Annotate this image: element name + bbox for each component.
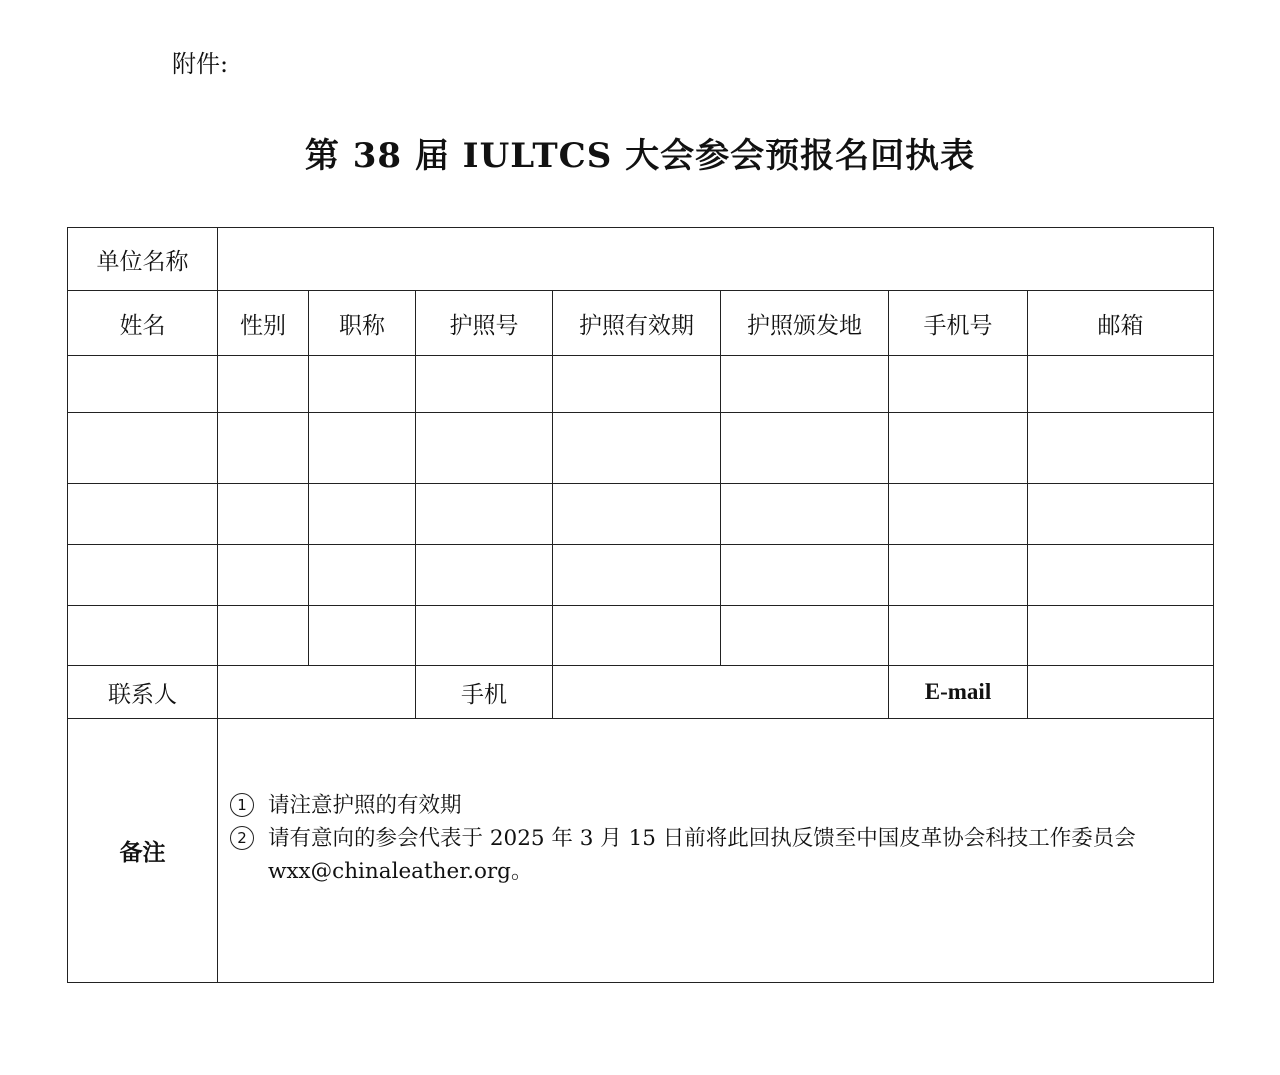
table-row [68,545,1214,606]
table-cell[interactable] [68,545,218,606]
table-cell[interactable] [1028,413,1214,484]
note-text: 请注意护照的有效期 [268,793,462,818]
note-item [230,822,1203,888]
table-cell[interactable] [218,606,309,666]
col-header-mobile: 手机号 [889,291,1028,356]
col-header-passport-issue-place: 护照颁发地 [721,291,889,356]
table-cell[interactable] [721,484,889,545]
table-cell[interactable] [721,356,889,413]
table-cell[interactable] [721,545,889,606]
table-cell[interactable] [218,356,309,413]
remarks-row [68,719,1214,983]
table-cell[interactable] [68,484,218,545]
registration-form-table [67,227,1214,983]
table-row [68,606,1214,666]
table-cell[interactable] [309,356,416,413]
table-cell[interactable] [553,413,721,484]
contact-row [68,666,1214,719]
note-text: 请有意向的参会代表于 2025 年 3 月 15 日前将此回执反馈至中国皮革协会科技工作委员会 wxx@chinaleather.org。 [268,826,1136,884]
unit-name-label: 单位名称 [68,228,218,291]
table-cell[interactable] [68,356,218,413]
table-cell[interactable] [309,413,416,484]
table-cell[interactable] [218,413,309,484]
phone-label: 手机 [416,666,553,719]
table-cell[interactable] [416,545,553,606]
note-number-badge: 2 [230,826,254,850]
table-cell[interactable] [553,356,721,413]
table-cell[interactable] [1028,356,1214,413]
table-cell[interactable] [1028,484,1214,545]
email-label: E-mail [889,666,1028,719]
header-row [68,291,1214,356]
table-row [68,484,1214,545]
contact-label: 联系人 [68,666,218,719]
table-row [68,356,1214,413]
unit-name-field[interactable] [218,228,1214,291]
table-cell[interactable] [889,413,1028,484]
table-cell[interactable] [309,545,416,606]
col-header-passport-validity: 护照有效期 [553,291,721,356]
attachment-label: 附件: [172,50,229,78]
remarks-label: 备注 [68,719,218,983]
table-cell[interactable] [218,545,309,606]
col-header-email: 邮箱 [1028,291,1214,356]
table-cell[interactable] [68,413,218,484]
table-cell[interactable] [889,545,1028,606]
table-cell[interactable] [889,606,1028,666]
table-cell[interactable] [553,484,721,545]
col-header-title: 职称 [309,291,416,356]
phone-field[interactable] [553,666,889,719]
table-cell[interactable] [721,413,889,484]
table-cell[interactable] [889,356,1028,413]
email-field[interactable] [1028,666,1214,719]
col-header-name: 姓名 [68,291,218,356]
table-cell[interactable] [309,484,416,545]
table-row [68,413,1214,484]
contact-field[interactable] [218,666,416,719]
table-cell[interactable] [721,606,889,666]
table-cell[interactable] [553,545,721,606]
table-cell[interactable] [416,484,553,545]
table-cell[interactable] [68,606,218,666]
table-cell[interactable] [1028,606,1214,666]
table-cell[interactable] [416,606,553,666]
table-cell[interactable] [889,484,1028,545]
col-header-passport-no: 护照号 [416,291,553,356]
remarks-content [218,719,1214,983]
page-title: 第 38 届 IULTCS 大会参会预报名回执表 [304,136,976,176]
note-number-badge: 1 [230,793,254,817]
table-cell[interactable] [416,356,553,413]
table-cell[interactable] [309,606,416,666]
table-cell[interactable] [553,606,721,666]
col-header-gender: 性别 [218,291,309,356]
table-cell[interactable] [1028,545,1214,606]
unit-row [68,228,1214,291]
note-item [230,789,1203,822]
table-cell[interactable] [416,413,553,484]
table-cell[interactable] [218,484,309,545]
